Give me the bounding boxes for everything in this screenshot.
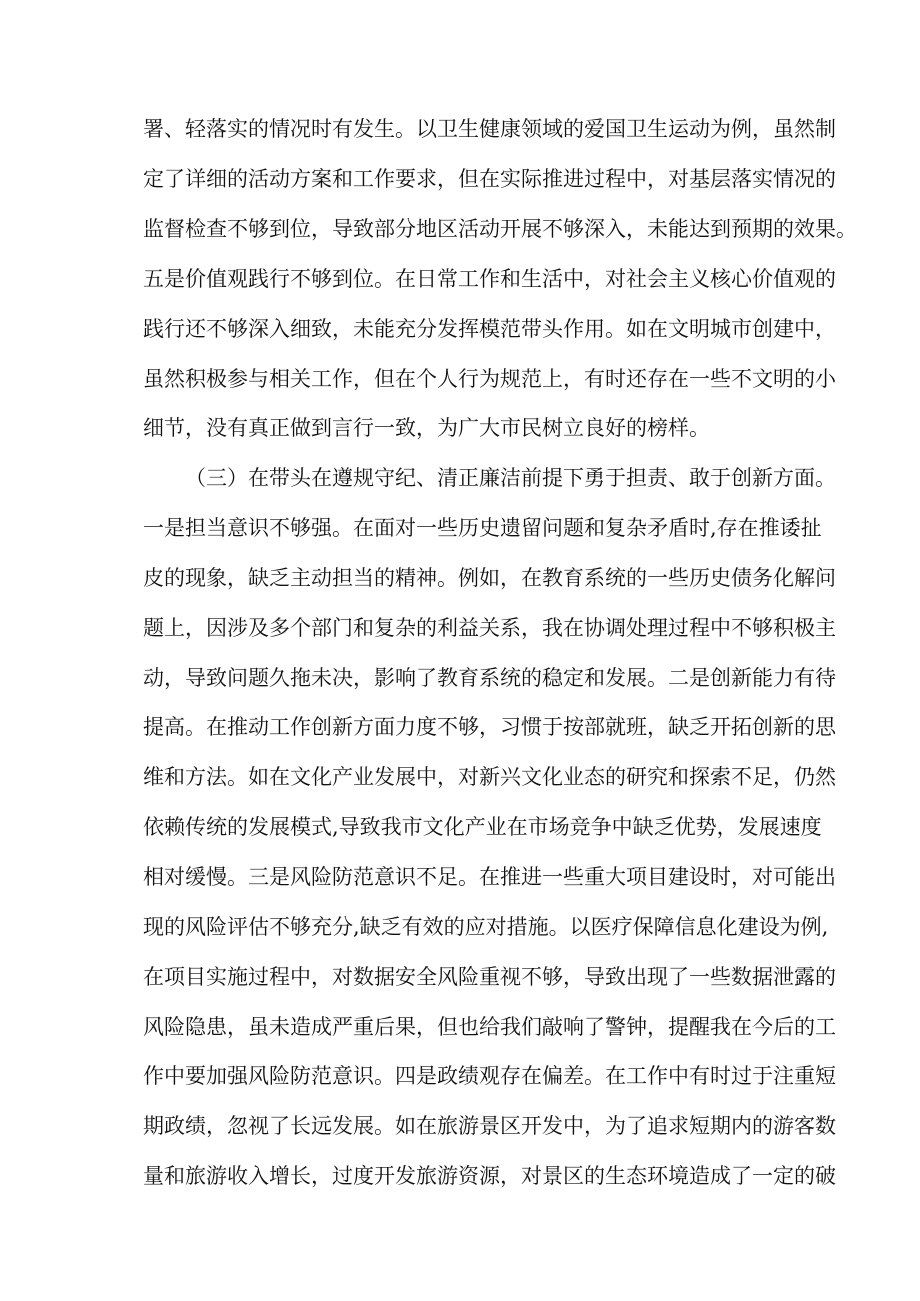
body-line-6: 虽然积极参与相关工作，但在个人行为规范上，有时还存在一些不文明的小 bbox=[143, 367, 836, 391]
body-line-1: 署、轻落实的情况时有发生。以卫生健康领域的爱国卫生运动为例，虽然制 bbox=[143, 117, 836, 141]
body-line-17: 现的风险评估不够充分,缺乏有效的应对措施。以医疗保障信息化建设为例, bbox=[143, 915, 829, 939]
body-line-4: 五是价值观践行不够到位。在日常工作和生活中，对社会主义核心价值观的 bbox=[143, 267, 836, 291]
body-line-19: 风险隐患，虽未造成严重后果，但也给我们敲响了警钟，提醒我在今后的工 bbox=[143, 1015, 836, 1039]
body-line-5: 践行还不够深入细致，未能充分发挥模范带头作用。如在文明城市创建中， bbox=[143, 317, 836, 341]
body-line-16: 相对缓慢。三是风险防范意识不足。在推进一些重大项目建设时，对可能出 bbox=[143, 865, 836, 889]
body-line-20: 作中要加强风险防范意识。四是政绩观存在偏差。在工作中有时过于注重短 bbox=[143, 1064, 836, 1088]
body-line-21: 期政绩，忽视了长远发展。如在旅游景区开发中，为了追求短期内的游客数 bbox=[143, 1114, 836, 1138]
body-line-9: 一是担当意识不够强。在面对一些历史遗留问题和复杂矛盾时,存在推诿扯 bbox=[143, 516, 822, 540]
body-line-7: 细节，没有真正做到言行一致，为广大市民树立良好的榜样。 bbox=[143, 416, 710, 440]
body-line-14: 维和方法。如在文化产业发展中，对新兴文化业态的研究和探索不足，仍然 bbox=[143, 765, 836, 789]
body-line-2: 定了详细的活动方案和工作要求，但在实际推进过程中，对基层落实情况的 bbox=[143, 167, 836, 191]
body-line-18: 在项目实施过程中，对数据安全风险重视不够，导致出现了一些数据泄露的 bbox=[143, 965, 836, 989]
section-heading: （三）在带头在遵规守纪、清正廉洁前提下勇于担责、敢于创新方面。 bbox=[185, 466, 836, 490]
body-line-10: 皮的现象，缺乏主动担当的精神。例如，在教育系统的一些历史债务化解问 bbox=[143, 566, 836, 590]
body-line-22: 量和旅游收入增长，过度开发旅游资源，对景区的生态环境造成了一定的破 bbox=[143, 1164, 836, 1188]
body-line-12: 动，导致问题久拖未决，影响了教育系统的稳定和发展。二是创新能力有待 bbox=[143, 666, 836, 690]
body-line-15: 依赖传统的发展模式,导致我市文化产业在市场竞争中缺乏优势，发展速度 bbox=[143, 815, 822, 839]
body-line-13: 提高。在推动工作创新方面力度不够，习惯于按部就班，缺乏开拓创新的思 bbox=[143, 715, 836, 739]
body-line-11: 题上，因涉及多个部门和复杂的利益关系，我在协调处理过程中不够积极主 bbox=[143, 616, 836, 640]
body-line-3: 监督检查不够到位，导致部分地区活动开展不够深入，未能达到预期的效果。 bbox=[143, 217, 857, 241]
